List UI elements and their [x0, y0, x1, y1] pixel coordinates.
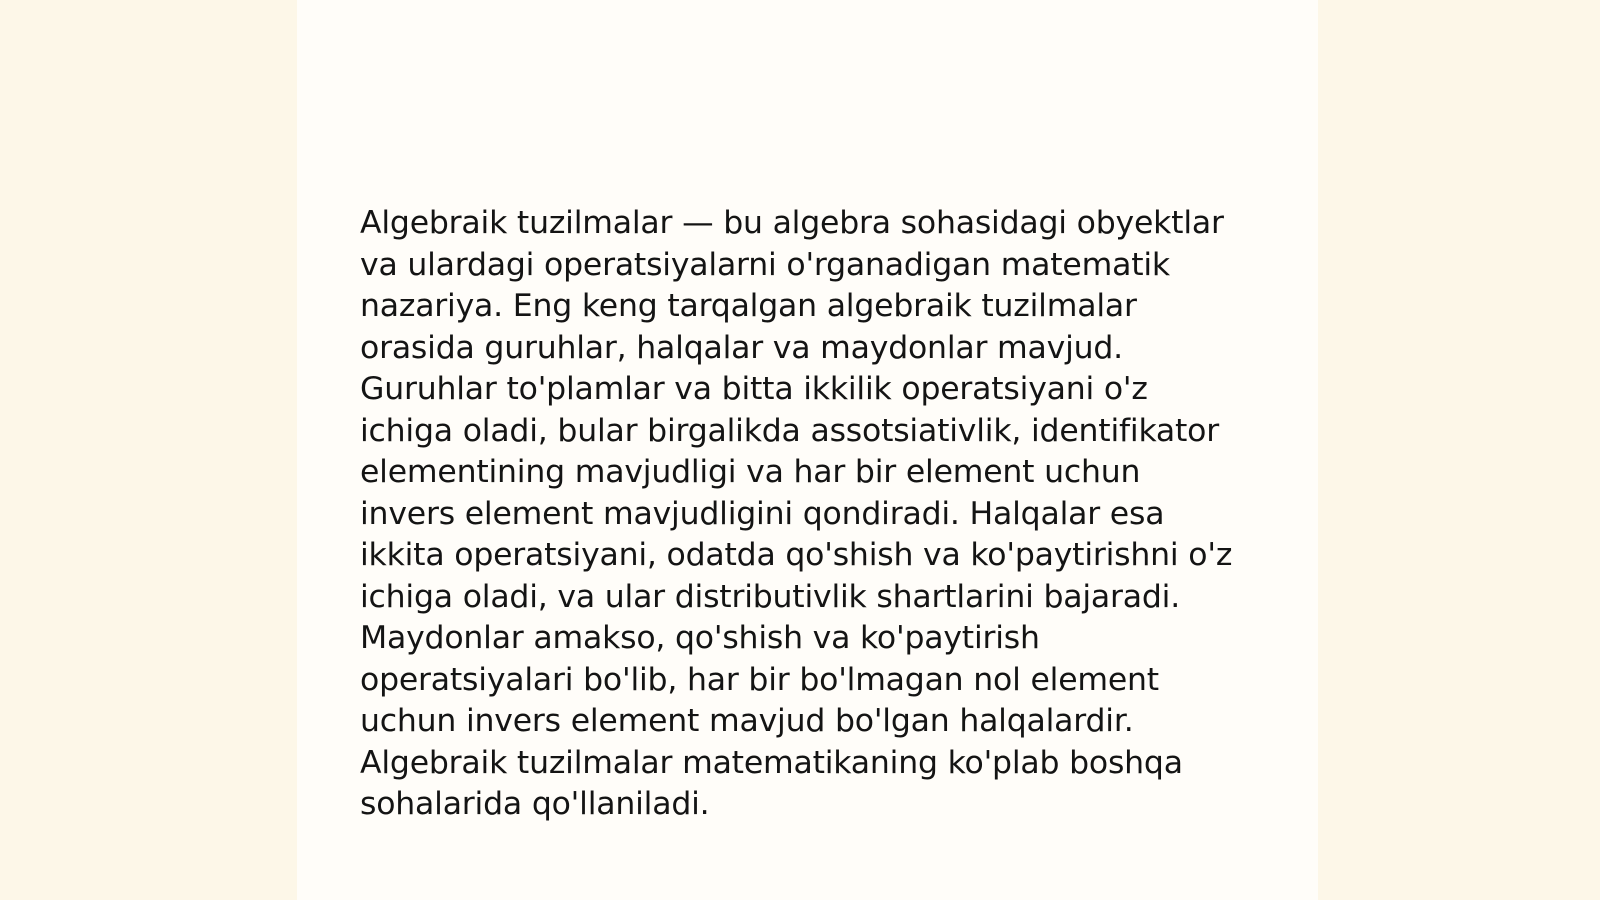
document-paragraph: Algebraik tuzilmalar — bu algebra sohasidagi obyektlar va ulardagi operatsiyalarni o'rganadigan matematik nazariya. Eng keng tarqalgan algebraik tuzilmalar orasida guruhlar, halqalar va maydonlar mavjud. Guruhlar to'plamlar va bitta ikkilik operatsiyani o'z ichiga oladi, bular birgalikda assotsiativlik, identifikator elementining mavjudligi va har bir element uchun invers element mavjudligini qondiradi. Halqalar esa ikkita operatsiyani, odatda qo'shish va ko'paytirishni o'z ichiga oladi, va ular distributivlik shartlarini bajaradi. Maydonlar amakso, qo'shish va ko'paytirish operatsiyalari bo'lib, har bir bo'lmagan nol element uchun invers element mavjud bo'lgan halqalardir. Algebraik tuzilmalar matematikaning ko'plab boshqa sohalarida qo'llaniladi.	[360, 205, 1233, 822]
document-page	[297, 0, 1318, 900]
